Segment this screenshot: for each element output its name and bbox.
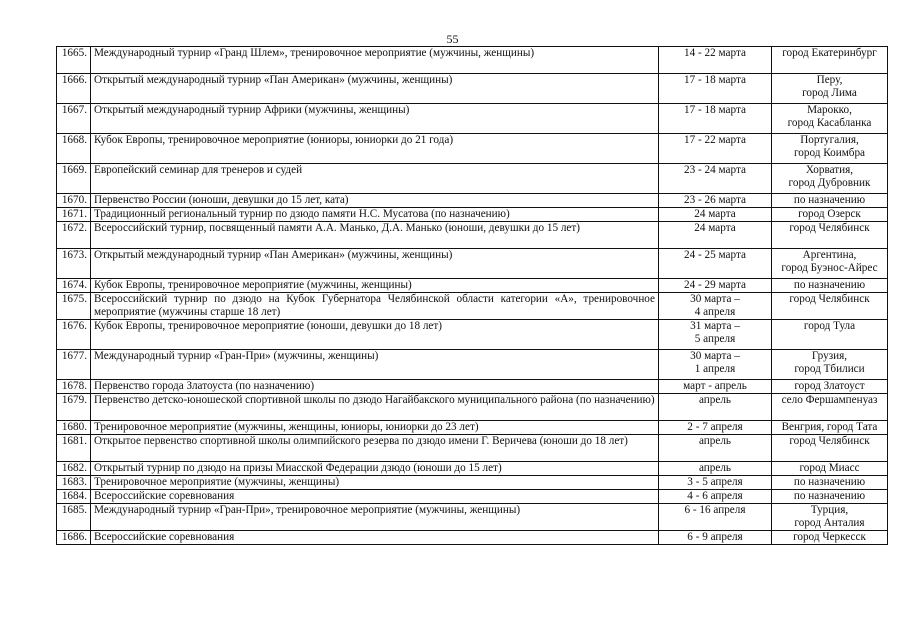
table-row [57, 394, 888, 421]
event-date-line: 6 - 9 апреля [687, 531, 743, 543]
event-date-line: 24 - 25 марта [684, 249, 746, 261]
row-number: 1682. [57, 462, 91, 476]
event-place [772, 164, 888, 194]
event-place [772, 104, 888, 134]
event-place-line: Грузия, [811, 350, 848, 362]
row-number: 1678. [57, 380, 91, 394]
event-date-line: 23 - 26 марта [684, 194, 746, 206]
event-name: Кубок Европы, тренировочное мероприятие (юниоры, юниорки до 21 года) [91, 134, 659, 164]
event-place-line: по назначению [793, 194, 866, 206]
event-date-line: апрель [698, 435, 732, 447]
event-place [772, 222, 888, 249]
table-row [57, 490, 888, 504]
table-row [57, 350, 888, 380]
event-date [659, 462, 772, 476]
event-place [772, 462, 888, 476]
row-number: 1680. [57, 421, 91, 435]
event-date [659, 421, 772, 435]
event-place-line: по назначению [793, 279, 866, 291]
event-place-line: город Екатеринбург [782, 47, 877, 59]
event-date [659, 208, 772, 222]
row-number: 1671. [57, 208, 91, 222]
event-name: Международный турнир «Гран-При», тренировочное мероприятие (мужчины, женщины) [91, 504, 659, 531]
event-date [659, 47, 772, 74]
event-place-line: Марокко, [807, 104, 852, 116]
event-place-line: город Озерск [798, 208, 861, 220]
event-date-line: 17 - 22 марта [684, 134, 746, 146]
row-number: 1673. [57, 249, 91, 279]
event-name: Открытый международный турнир «Пан Американ» (мужчины, женщины) [91, 249, 659, 279]
table-row [57, 249, 888, 279]
event-name: Первенство России (юноши, девушки до 15 лет, ката) [91, 194, 659, 208]
table-row [57, 194, 888, 208]
event-name: Первенство детско-юношеской спортивной школы по дзюдо Нагайбакского муниципального района (по назначению) [91, 394, 659, 421]
event-date [659, 134, 772, 164]
event-place [772, 74, 888, 104]
event-name: Открытое первенство спортивной школы олимпийского резерва по дзюдо имени Г. Веричева (юноши до 18 лет) [91, 435, 659, 462]
row-number: 1677. [57, 350, 91, 380]
event-place [772, 320, 888, 350]
event-place-line: город Челябинск [789, 293, 870, 305]
row-number: 1676. [57, 320, 91, 350]
table-row [57, 380, 888, 394]
event-place-line: город Коимбра [793, 146, 866, 159]
event-date-line: 31 марта – [690, 320, 740, 332]
event-place-line: по назначению [793, 490, 866, 502]
table-row [57, 504, 888, 531]
event-date [659, 531, 772, 545]
event-name: Тренировочное мероприятие (мужчины, женщины) [91, 476, 659, 490]
page-number: 55 [446, 32, 459, 46]
table-row [57, 104, 888, 134]
event-name: Открытый международный турнир Африки (мужчины, женщины) [91, 104, 659, 134]
event-place-line: Аргентина, [802, 249, 857, 261]
event-date-line: 3 - 5 апреля [687, 476, 743, 488]
event-date-line: март - апрель [683, 380, 747, 392]
event-place [772, 394, 888, 421]
event-place [772, 350, 888, 380]
event-date [659, 380, 772, 394]
event-date [659, 164, 772, 194]
event-name: Тренировочное мероприятие (мужчины, женщины, юниоры, юниорки до 23 лет) [91, 421, 659, 435]
event-name: Всероссийские соревнования [91, 490, 659, 504]
event-place [772, 208, 888, 222]
event-place-line: город Миасс [799, 462, 860, 474]
event-date [659, 490, 772, 504]
event-name: Всероссийские соревнования [91, 531, 659, 545]
table-row [57, 74, 888, 104]
event-place-line: село Фершампенуаз [781, 394, 878, 406]
row-number: 1674. [57, 279, 91, 293]
event-place-line: город Буэнос-Айрес [781, 261, 878, 274]
event-date-line: 4 - 6 апреля [687, 490, 743, 502]
event-place [772, 504, 888, 531]
event-place-line: город Златоуст [794, 380, 865, 392]
row-number: 1668. [57, 134, 91, 164]
row-number: 1683. [57, 476, 91, 490]
event-name: Открытый международный турнир «Пан Американ» (мужчины, женщины) [91, 74, 659, 104]
event-place [772, 249, 888, 279]
event-date [659, 249, 772, 279]
row-number: 1666. [57, 74, 91, 104]
event-place-line: город Лима [802, 86, 857, 99]
event-date [659, 279, 772, 293]
event-name: Международный турнир «Гран-При» (мужчины, женщины) [91, 350, 659, 380]
event-place [772, 421, 888, 435]
events-table-body [57, 47, 888, 545]
table-row [57, 134, 888, 164]
table-row [57, 208, 888, 222]
event-name: Международный турнир «Гранд Шлем», тренировочное мероприятие (мужчины, женщины) [91, 47, 659, 74]
event-place-line: город Касабланка [787, 116, 872, 129]
event-date-line: 30 марта – [690, 350, 740, 362]
event-name: Всероссийский турнир по дзюдо на Кубок Губернатора Челябинской области категории «А», тренировочное мероприятие (мужчины старше 18 лет) [91, 293, 659, 320]
event-date-line: 24 марта [694, 222, 736, 234]
event-name: Кубок Европы, тренировочное мероприятие (мужчины, женщины) [91, 279, 659, 293]
event-place-line: город Тула [803, 320, 856, 332]
event-place [772, 194, 888, 208]
table-row [57, 222, 888, 249]
event-date [659, 293, 772, 320]
row-number: 1667. [57, 104, 91, 134]
event-date [659, 394, 772, 421]
event-place-line: Португалия, [800, 134, 859, 146]
event-place [772, 134, 888, 164]
event-date-line: 5 апреля [694, 332, 736, 345]
row-number: 1686. [57, 531, 91, 545]
event-date [659, 222, 772, 249]
event-name: Всероссийский турнир, посвященный памяти А.А. Манько, Д.А. Манько (юноши, девушки до 15 лет) [91, 222, 659, 249]
event-date [659, 104, 772, 134]
event-date-line: апрель [698, 394, 732, 406]
event-place-line: по назначению [793, 476, 866, 488]
event-place [772, 476, 888, 490]
event-date [659, 74, 772, 104]
event-date-line: апрель [698, 462, 732, 474]
event-date-line: 17 - 18 марта [684, 74, 746, 86]
table-row [57, 293, 888, 320]
event-place [772, 531, 888, 545]
event-place-line: город Тбилиси [794, 362, 865, 375]
event-name: Первенство города Златоуста (по назначению) [91, 380, 659, 394]
event-name: Открытый турнир по дзюдо на призы Миасской Федерации дзюдо (юноши до 15 лет) [91, 462, 659, 476]
event-name: Кубок Европы, тренировочное мероприятие (юноши, девушки до 18 лет) [91, 320, 659, 350]
event-date [659, 504, 772, 531]
row-number: 1684. [57, 490, 91, 504]
table-row [57, 279, 888, 293]
event-date [659, 476, 772, 490]
row-number: 1685. [57, 504, 91, 531]
row-number: 1672. [57, 222, 91, 249]
table-row [57, 462, 888, 476]
event-place [772, 490, 888, 504]
event-place-line: город Дубровник [788, 176, 871, 189]
row-number: 1669. [57, 164, 91, 194]
event-place-line: город Челябинск [789, 222, 870, 234]
row-number: 1679. [57, 394, 91, 421]
event-date-line: 1 апреля [694, 362, 736, 375]
row-number: 1675. [57, 293, 91, 320]
event-name: Европейский семинар для тренеров и судей [91, 164, 659, 194]
table-row [57, 47, 888, 74]
event-place-line: город Анталия [794, 516, 865, 529]
table-row [57, 164, 888, 194]
row-number: 1665. [57, 47, 91, 74]
event-place [772, 293, 888, 320]
event-place-line: Хорватия, [805, 164, 854, 176]
event-place-line: город Челябинск [789, 435, 870, 447]
table-row [57, 320, 888, 350]
event-place [772, 47, 888, 74]
event-place-line: Перу, [816, 74, 843, 86]
event-place [772, 380, 888, 394]
event-date-line: 4 апреля [694, 305, 736, 318]
row-number: 1670. [57, 194, 91, 208]
event-place-line: Венгрия, город Тата [781, 421, 878, 433]
event-date-line: 17 - 18 марта [684, 104, 746, 116]
event-date [659, 320, 772, 350]
table-row [57, 421, 888, 435]
event-date-line: 23 - 24 марта [684, 164, 746, 176]
table-row [57, 476, 888, 490]
event-date [659, 350, 772, 380]
event-date-line: 24 - 29 марта [684, 279, 746, 291]
event-date [659, 435, 772, 462]
table-row [57, 435, 888, 462]
event-date-line: 30 марта – [690, 293, 740, 305]
event-place-line: Турция, [810, 504, 849, 516]
event-date-line: 2 - 7 апреля [687, 421, 743, 433]
event-date-line: 14 - 22 марта [684, 47, 746, 59]
event-place [772, 279, 888, 293]
events-table [56, 46, 888, 545]
event-date-line: 6 - 16 апреля [684, 504, 746, 516]
event-name: Традиционный региональный турнир по дзюдо памяти Н.С. Мусатова (по назначению) [91, 208, 659, 222]
event-place-line: город Черкесск [793, 531, 866, 543]
row-number: 1681. [57, 435, 91, 462]
event-date [659, 194, 772, 208]
event-date-line: 24 марта [694, 208, 736, 220]
event-place [772, 435, 888, 462]
table-row [57, 531, 888, 545]
